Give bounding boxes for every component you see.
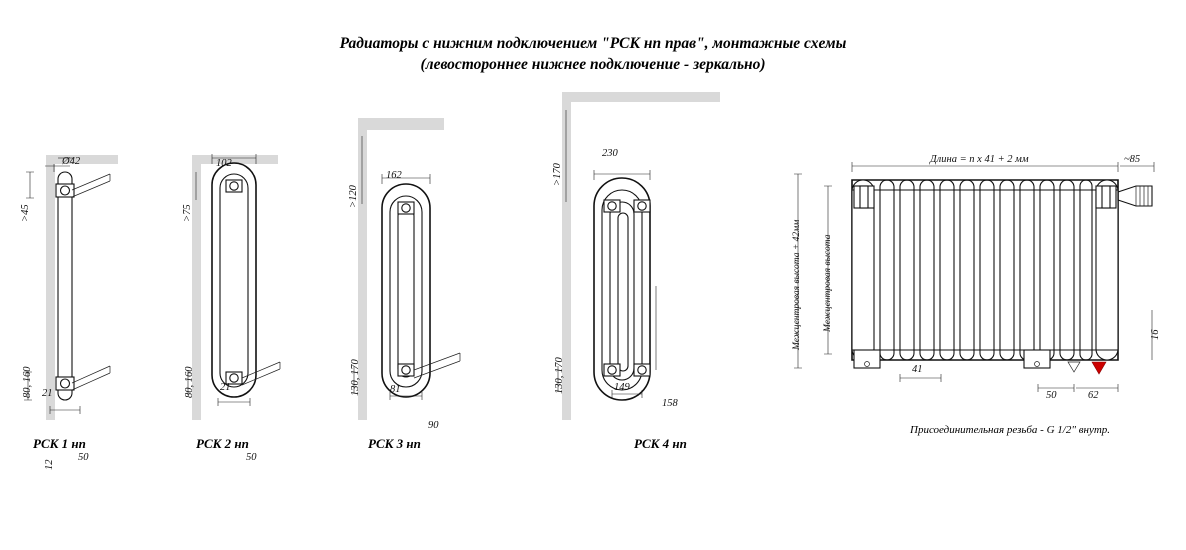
- title-line-2: (левостороннее нижнее подключение - зеркально): [420, 56, 766, 73]
- front-label-length: Длина = n x 41 + 2 мм: [930, 154, 1029, 165]
- front-label-bottom-right: 62: [1088, 390, 1099, 401]
- rsk3-label-mid: 90: [428, 420, 439, 431]
- rsk2-caption: РСК 2 нп: [196, 436, 249, 451]
- front-view-drawing: [780, 150, 1180, 430]
- rsk3-drawing: [336, 108, 526, 430]
- figure-front-view: [780, 150, 1180, 430]
- rsk4-caption: РСК 4 нп: [634, 436, 687, 451]
- front-label-section-pitch: 41: [912, 364, 923, 375]
- rsk1-label-mid2: 12: [44, 459, 55, 470]
- front-label-axis-dim-plus: Межцентровая высота + 42мм: [792, 219, 802, 350]
- rsk1-label-mid: 50: [78, 452, 89, 463]
- front-label-right-top: ~85: [1124, 154, 1141, 165]
- drawing-title: [0, 33, 1186, 75]
- rsk2-label-wall-clearance: >75: [182, 204, 193, 222]
- rsk1-label-height: 80, 160: [22, 366, 33, 398]
- rsk4-label-height: 130, 170: [554, 357, 565, 394]
- rsk3-label-wall-clearance: >120: [348, 185, 359, 208]
- rsk4-drawing: [540, 86, 750, 430]
- figure-rsk4: [540, 86, 750, 430]
- front-label-bottom-left: 50: [1046, 390, 1057, 401]
- rsk2-label-width: 102: [216, 158, 232, 169]
- rsk1-label-wall-clearance: >45: [20, 204, 31, 222]
- rsk4-label-mid: 158: [662, 398, 678, 409]
- title-line-1: Радиаторы с нижним подключением "РСК нп прав", монтажные схемы: [339, 35, 847, 52]
- rsk1-label-diameter: Ø42: [62, 156, 81, 167]
- rsk2-label-mid: 50: [246, 452, 257, 463]
- rsk2-label-height: 80, 160: [184, 366, 195, 398]
- rsk3-label-bottom: 81: [390, 384, 401, 395]
- rsk2-label-bottom: 21: [220, 382, 231, 393]
- rsk4-label-wall-clearance: >170: [552, 163, 563, 186]
- rsk4-label-width: 230: [602, 148, 618, 159]
- rsk3-label-width: 162: [386, 170, 402, 181]
- front-label-side-small: 16: [1150, 329, 1161, 340]
- rsk3-label-height: 130, 170: [350, 359, 361, 396]
- figure-rsk3: [336, 108, 526, 430]
- front-label-axis-dim: Межцентровая высота: [823, 234, 833, 332]
- rsk1-label-bottom: 21: [42, 388, 53, 399]
- rsk1-caption: РСК 1 нп: [33, 436, 86, 451]
- rsk3-caption: РСК 3 нп: [368, 436, 421, 451]
- rsk4-label-bottom: 149: [614, 382, 630, 393]
- front-thread-note: Присоединительная резьба - G 1/2" внутр.: [910, 424, 1111, 436]
